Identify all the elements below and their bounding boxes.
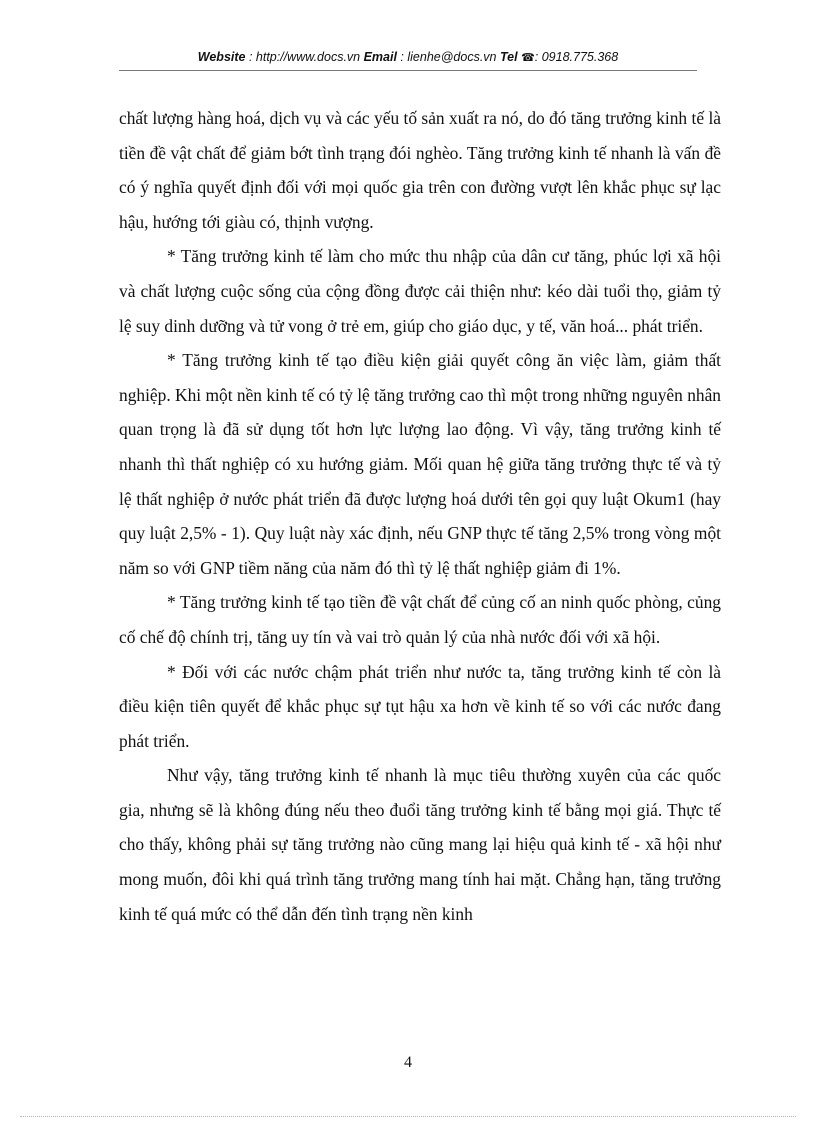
- paragraph-4: * Tăng trưởng kinh tế tạo tiền đề vật chất để củng cố an ninh quốc phòng, củng cố chế độ chính trị, tăng uy tín và vai trò quản lý của nhà nước đối với xã hội.: [119, 592, 721, 647]
- phone-icon: ☎: [521, 52, 535, 64]
- header-divider: [119, 70, 697, 71]
- paragraph-5: * Đối với các nước chậm phát triển như nước ta, tăng trưởng kinh tế còn là điều kiện tiên quyết để khắc phục sự tụt hậu xa hơn về kinh tế so với các nước đang phát triển.: [119, 661, 721, 751]
- paragraph-6: Như vậy, tăng trưởng kinh tế nhanh là mục tiêu thường xuyên của các quốc gia, nhưng sẽ là không đúng nếu theo đuổi tăng trưởng kinh tế bằng mọi giá. Thực tế cho thấy, không phải sự tăng trưởng nào cũng mang lại hiệu quả kinh tế - xã hội như mong muốn, đôi khi quá trình tăng trưởng mang tính hai mặt. Chẳng hạn, tăng trưởng kinh tế quá mức có thể dẫn đến tình trạng nền kinh: [119, 765, 721, 924]
- paragraph-3: * Tăng trưởng kinh tế tạo điều kiện giải quyết công ăn việc làm, giảm thất nghiệp. Khi một nền kinh tế có tỷ lệ tăng trưởng cao thì một trong những nguyên nhân quan trọng là đã sử dụng tốt hơn lực lượng lao động. Vì vậy, tăng trưởng kinh tế nhanh thì thất nghiệp có xu hướng giảm. Mối quan hệ giữa tăng trưởng thực tế và tỷ lệ thất nghiệp ở nước phát triển đã được lượng hoá dưới tên gọi quy luật Okum1 (hay quy luật 2,5% - 1). Quy luật này xác định, nếu GNP thực tế tăng 2,5% trong vòng một năm so với GNP tiềm năng của năm đó thì tỷ lệ thất nghiệp giảm đi 1%.: [119, 350, 721, 578]
- website-value: : http://www.docs.vn: [245, 50, 364, 64]
- page-number: 4: [404, 1054, 412, 1071]
- paragraph-1: chất lượng hàng hoá, dịch vụ và các yếu tố sản xuất ra nó, do đó tăng trưởng kinh tế là tiền đề vật chất để giảm bớt tình trạng đói nghèo. Tăng trưởng kinh tế nhanh là vấn đề có ý nghĩa quyết định đối với mọi quốc gia trên con đường vượt lên khắc phục sự lạc hậu, hướng tới giàu có, thịnh vượng.: [119, 108, 721, 232]
- document-body: [119, 101, 721, 931]
- paragraph-2: * Tăng trưởng kinh tế làm cho mức thu nhập của dân cư tăng, phúc lợi xã hội và chất lượng cuộc sống của cộng đồng được cải thiện như: kéo dài tuổi thọ, giảm tỷ lệ suy dinh dưỡng và tử vong ở trẻ em, giúp cho giáo dục, y tế, văn hoá... phát triển.: [119, 246, 721, 336]
- tel-label: Tel: [499, 50, 518, 64]
- email-label: Email: [363, 50, 397, 64]
- tel-value: : 0918.775.368: [534, 50, 619, 64]
- page-header: [0, 50, 816, 64]
- email-value: : lienhe@docs.vn: [396, 50, 500, 64]
- page-bottom-divider: [20, 1116, 796, 1117]
- website-label: Website: [197, 50, 246, 64]
